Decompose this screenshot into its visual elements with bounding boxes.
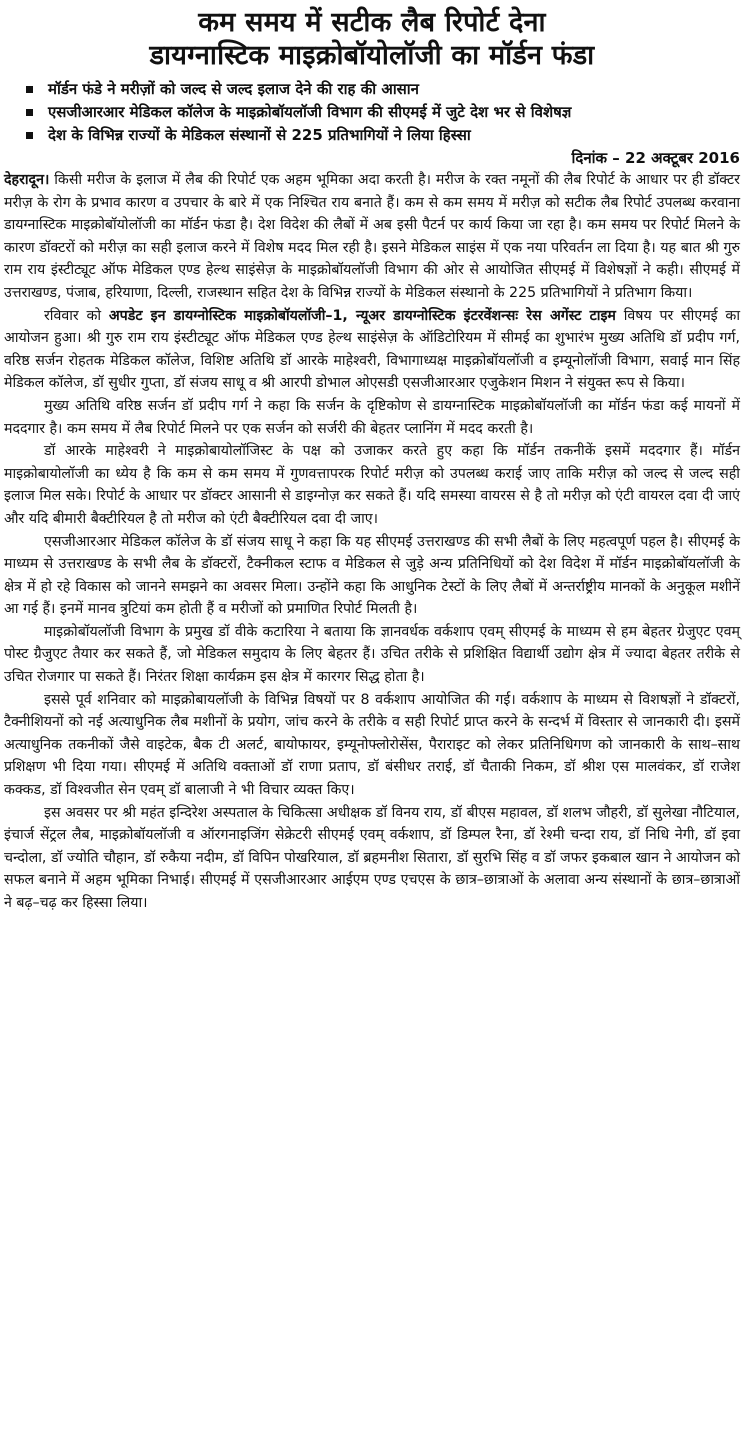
highlight-item [26, 126, 740, 145]
highlight-item [26, 80, 740, 99]
paragraph [4, 305, 740, 395]
headline-line-2: डायग्नास्टिक माइक्रोबॉयोलॉजी का मॉर्डन फंडा [149, 40, 595, 71]
paragraph: एसजीआरआर मेडिकल कॉलेज के डॉ संजय साधू ने कहा कि यह सीएमई उत्तराखण्ड की सभी लैबों के लिए महत्वपूर्ण पहल है। सीएमई के माध्यम से उत्तराखण्ड के सभी लैब के डॉक्टरों, टैक्नीकल स्टाफ व मेडिकल से जुड़े अन्य प्रतिनिधियों को देश विदेश में मॉर्डन माइक्रोबॉयलॉजी के क्षेत्र में हो रहे विकास को जानने समझने का अवसर मिला। उन्होंने कहा कि आधुनिक टेस्टों के लिए लैबों में अन्तर्राष्ट्रीय मानकों के अनुकूल मशीनें आ गई हैं। इनमें मानव त्रुटियां कम होती हैं व मरीजों को प्रमाणित रिपोर्ट मिलती है। [4, 533, 740, 618]
paragraph: डॉ आरके माहेश्वरी ने माइक्रोबायोलॉजिस्ट के पक्ष को उजाकर करते हुए कहा कि मॉर्डन तकनीकें इसमें मददगार हैं। मॉर्डन माइक्रोबायोलॉजी का ध्येय है कि कम से कम समय में गुणवत्तापरक रिपोर्ट मरीज़ को उपलब्ध कराई जाए ताकि मरीज़ को जल्द से जल्द सही इलाज मिल सके। रिपोर्ट के आधार पर डॉक्टर आसानी से डाइग्नोज़ कर सकते हैं। यदि समस्या वायरस से है तो मरीज़ को एंटी वायरल दवा दी जाएं और यदि बीमारी बैक्टीरियल है तो मरीज को एंटी बैक्टीरियल दवा दी जाए। [4, 443, 740, 527]
paragraph-text: विषय पर सीएमई का आयोजन हुआ। श्री गुरु राम राय इंस्टीट्यूट ऑफ मेडिकल एण्ड हेल्थ साइंसेज़ के ऑडिटोरियम में सीमई का शुभारंभ मुख्य अतिथि डॉ प्रदीप गर्ग, वरिष्ठ सर्जन रोहतक मेडिकल कॉलेज, विशिष्ट अतिथि डॉ आरके माहेश्वरी, विभागाध्यक्ष माइक्रोबॉयलॉजी व इम्यूनोलॉजी विभाग, सवाई मान सिंह मेडिकल कॉलेज, डॉ सुधीर गुप्ता, डॉ संजय साधू व श्री आरपी डोभाल ओएसडी एसजीआरआर एजुकेशन मिशन ने संयुक्त रूप से किया। [4, 307, 740, 392]
paragraph: इससे पूर्व शनिवार को माइक्रोबायलॉजी के विभिन्न विषयों पर 8 वर्कशाप आयोजित की गई। वर्कशाप के माध्यम से विशषज्ञों ने डॉक्टरों, टैक्नीशियनों को नई अत्याधुनिक लैब मशीनों के प्रयोग, जांच करने के तरीके व सही रिपोर्ट प्राप्त करने के सन्दर्भ में विस्तार से जानकारी दी। इसमें अत्याधुनिक तकनीकों जैसे वाइटेक, बैक टी अलर्ट, बायोफायर, इम्यूनोफ्लोरोसेंस, पैराराइट को लेकर प्रतिनिधिगण को जानकारी के साथ–साथ प्रशिक्षण भी दिया गया। सीएमई में अतिथि वक्ताओं डॉ राणा प्रताप, डॉ बंसीधर तराई, डॉ चैताकी निकम, डॉ श्रीश एस मालवंकर, डॉ राजेश कक्कड, डॉ विश्वजीत सेन एवम् डॉ बालाजी ने भी विचार व्यक्त किए। [4, 691, 740, 799]
highlight-text: मॉर्डन फंडे ने मरीज़ों को जल्द से जल्द इलाज देने की राह की आसान [48, 80, 419, 98]
paragraph: इस अवसर पर श्री महंत इन्दिरेश अस्पताल के चिकित्सा अधीक्षक डॉ विनय राय, डॉ बीएस महावल, डॉ शलभ जौहरी, डॉ सुलेखा नौटियाल, इंचार्ज सेंट्रल लैब, माइक्रोबॉयलॉजी व ऑरगनाइजिंग सेक्रेटरी सीएमई एवम् वर्कशाप, डॉ डिम्पल रैना, डॉ रेश्मी चन्दा राय, डॉ निधि नेगी, डॉ इवा चन्दोला, डॉ ज्योति चौहान, डॉ रुकैया नदीम, डॉ विपिन पोखरियाल, डॉ ब्रहमनीश सितारा, डॉ सुरभि सिंह व डॉ जफर इकबाल खान ने आयोजन को सफल बनाने में अहम भूमिका निभाई। सीएमई में एसजीआरआर आईएम एण्ड एचएस के छात्र–छात्राओं के अलावा अन्य संस्थानों के छात्र–छात्राओं ने बढ़–चढ़ कर हिस्सा लिया। [4, 804, 740, 911]
paragraph-lead: रविवार को [44, 307, 109, 324]
highlight-text: एसजीआरआर मेडिकल कॉलेज के माइक्रोबॉयलॉजी विभाग की सीएमई में जुटे देश भर से विशेषज्ञ [48, 103, 572, 121]
headline-line-1: कम समय में सटीक लैब रिपोर्ट देना [198, 7, 546, 38]
article-body [4, 169, 740, 915]
place-name: देहरादून। [4, 172, 50, 188]
highlights-list [4, 80, 740, 145]
square-bullet-icon [26, 109, 33, 116]
paragraph-text: किसी मरीज के इलाज में लैब की रिपोर्ट एक अहम भूमिका अदा करती है। मरीज के रक्त नमूनों की लैब रिपोर्ट के आधार पर ही डॉक्टर मरीज़ के रोग के प्रभाव कारण व उपचार के बारे में एक निश्चित राय बनाते हैं। कम से कम समय में मरीज़ को सटीक लैब रिपोर्ट उपलब्ध करवाना डायग्नास्टिक माइक्रोबॉयोलॉजी का मॉर्डन फंडा है। देश विदेश की लैबों में अब इसी पैटर्न पर कार्य किया जा रहा है। कम समय पर रिपोर्ट मिलने के कारण डॉक्टरों को मरीज़ का सही इलाज करने में विशेष मदद मिल रही है। इसने मेडिकल साइंस में एक नया परिवर्तन ला दिया है। यह बात श्री गुरु राम राय इंस्टीट्यूट ऑफ मेडिकल एण्ड हेल्थ साइंसेज़ के माइक्रोबॉयलॉजी विभाग की ओर से आयोजित सीएमई में विशेषज्ञों ने कही। सीएमई में उत्तराखण्ड, पंजाब, हरियाणा, दिल्ली, राजस्थान सहित देश के विभिन्न राज्यों के मेडिकल संस्थानो के 225 प्रतिभागियों ने प्रतिभाग किया। [4, 172, 740, 301]
highlight-text: देश के विभिन्न राज्यों के मेडिकल संस्थानों से 225 प्रतिभागियों ने लिया हिस्सा [48, 126, 471, 144]
paragraph [4, 169, 740, 305]
paragraph: माइक्रोबॉयलॉजी विभाग के प्रमुख डॉ वीके कटारिया ने बताया कि ज्ञानवर्धक वर्कशाप एवम् सीएमई के माध्यम से हम बेहतर ग्रेजुएट एवम् पोस्ट ग्रैजुएट तैयार कर सकते हैं, जो मेडिकल समुदाय के लिए बेहतर हैं। उचित तरीके से प्रशिक्षित विद्यार्थी उद्योग क्षेत्र में ज्यादा बेहतर तरीके से उचित रोजगार पा सकते हैं। निरंतर शिक्षा कार्यक्रम इस क्षेत्र में कारगर सिद्ध होता है। [4, 623, 740, 686]
paragraph: मुख्य अतिथि वरिष्ठ सर्जन डॉ प्रदीप गर्ग ने कहा कि सर्जन के दृष्टिकोण से डायग्नास्टिक माइक्रोबॉयलॉजी का मॉर्डन फंडा कई मायनों में मददगार है। कम समय में लैब रिपोर्ट मिलने पर एक सर्जन को सर्जरी की बेहतर प्लानिंग में मदद करती है। [4, 397, 740, 437]
cme-topic: अपडेट इन डायग्नोस्टिक माइक्रोबॉयलॉजी–1, न्यूअर डायग्नोस्टिक इंटरवेंशन्सः रेस अगेंस्ट टाइम [108, 307, 616, 324]
square-bullet-icon [26, 86, 33, 93]
highlight-item [26, 103, 740, 122]
square-bullet-icon [26, 132, 33, 139]
dateline: दिनांक – 22 अक्टूबर 2016 [571, 149, 740, 167]
